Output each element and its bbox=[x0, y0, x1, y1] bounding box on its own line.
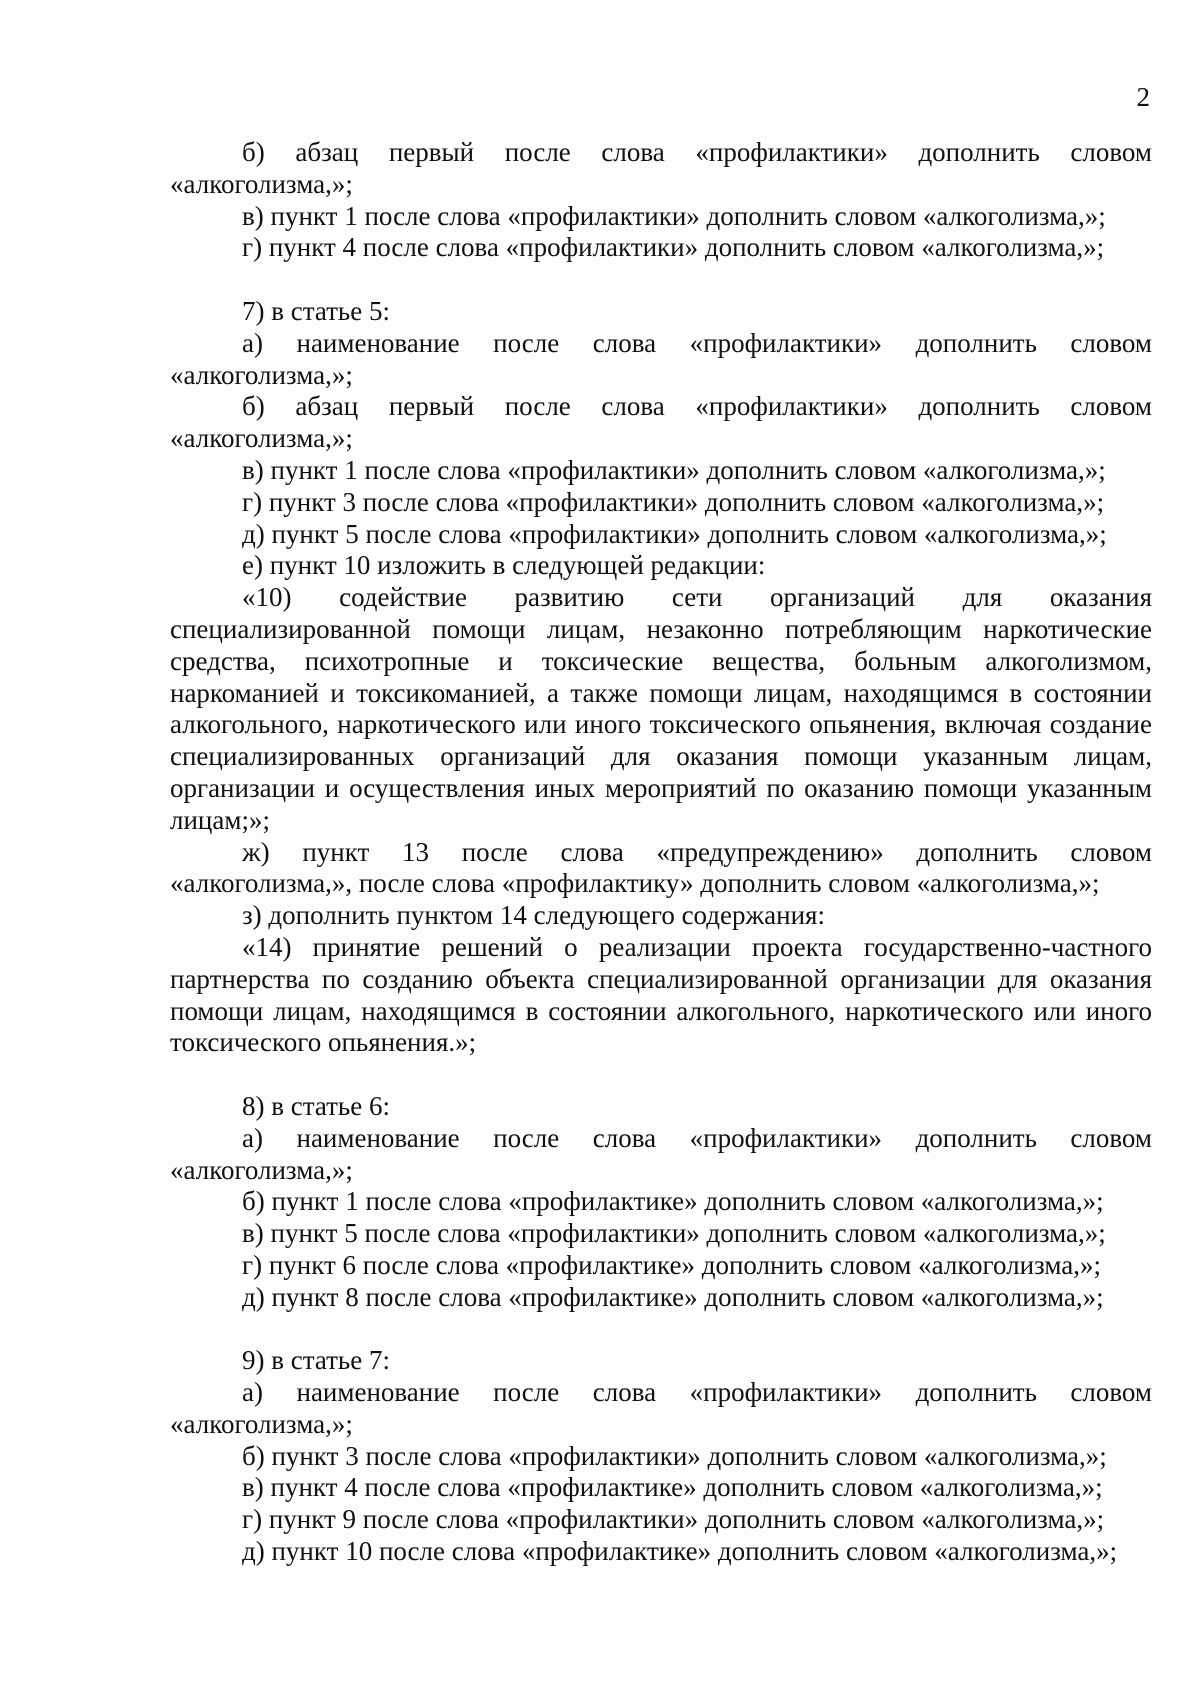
paragraph: б) абзац первый после слова «профилактики» дополнить словом «алкоголизма,»; bbox=[170, 137, 1152, 199]
paragraph: г) пункт 6 после слова «профилактике» дополнить словом «алкоголизма,»; bbox=[242, 1249, 1101, 1280]
quoted-paragraph: «10) содействие развитию сети организаций для оказания специализированной помощи лицам, незаконно потребляющим наркотические средства, психотропные и токсические вещества, больным алкоголизмом, наркоманией и токсикоманией, а также помощи лицам, находящимся в состоянии алкогольного, наркотического или иного токсического опьянения, включая создание специализированных организаций для оказания помощи указанным лицам, организации и осуществления иных мероприятий по оказанию помощи указанным лицам;»; bbox=[170, 582, 1152, 835]
section-article-6 bbox=[170, 1091, 1152, 1314]
paragraph: б) пункт 1 после слова «профилактике» дополнить словом «алкоголизма,»; bbox=[242, 1186, 1104, 1217]
paragraph: з) дополнить пунктом 14 следующего содержания: bbox=[242, 900, 825, 931]
paragraph-gap bbox=[170, 1313, 1152, 1345]
section-heading: 9) в статье 7: bbox=[242, 1345, 390, 1376]
section-article-7 bbox=[170, 1345, 1152, 1568]
paragraph: б) пункт 3 после слова «профилактики» дополнить словом «алкоголизма,»; bbox=[242, 1440, 1107, 1471]
document-body bbox=[170, 137, 1152, 1568]
paragraph: г) пункт 3 после слова «профилактики» дополнить словом «алкоголизма,»; bbox=[242, 486, 1105, 517]
paragraph: а) наименование после слова «профилактики» дополнить словом «алкоголизма,»; bbox=[170, 1122, 1152, 1185]
paragraph-gap bbox=[170, 264, 1152, 296]
paragraph: г) пункт 4 после слова «профилактики» дополнить словом «алкоголизма,»; bbox=[242, 232, 1105, 263]
section-heading: 7) в статье 5: bbox=[242, 295, 390, 326]
section-article-4-continuation bbox=[170, 137, 1152, 264]
paragraph: в) пункт 4 после слова «профилактике» дополнить словом «алкоголизма,»; bbox=[242, 1472, 1103, 1503]
section-heading: 8) в статье 6: bbox=[242, 1090, 390, 1121]
paragraph: г) пункт 9 после слова «профилактики» дополнить словом «алкоголизма,»; bbox=[242, 1504, 1105, 1535]
page-number: 2 bbox=[1136, 82, 1150, 112]
paragraph: в) пункт 5 после слова «профилактики» дополнить словом «алкоголизма,»; bbox=[242, 1218, 1106, 1249]
paragraph: д) пункт 8 после слова «профилактике» дополнить словом «алкоголизма,»; bbox=[242, 1281, 1104, 1312]
paragraph: а) наименование после слова «профилактики» дополнить словом «алкоголизма,»; bbox=[170, 327, 1152, 390]
paragraph-gap bbox=[170, 1059, 1152, 1091]
paragraph: д) пункт 5 после слова «профилактики» дополнить словом «алкоголизма,»; bbox=[242, 518, 1107, 549]
paragraph: в) пункт 1 после слова «профилактики» дополнить словом «алкоголизма,»; bbox=[242, 200, 1106, 231]
paragraph: б) абзац первый после слова «профилактики» дополнить словом «алкоголизма,»; bbox=[170, 391, 1152, 454]
paragraph: е) пункт 10 изложить в следующей редакции: bbox=[242, 550, 766, 581]
paragraph: а) наименование после слова «профилактики» дополнить словом «алкоголизма,»; bbox=[170, 1377, 1152, 1439]
section-article-5 bbox=[170, 296, 1152, 1059]
quoted-paragraph: «14) принятие решений о реализации проекта государственно-частного партнерства по созданию объекта специализированной организации для оказания помощи лицам, находящимся в состоянии алкогольного, наркотического или иного токсического опьянения.»; bbox=[170, 931, 1152, 1058]
paragraph: д) пункт 10 после слова «профилактике» дополнить словом «алкоголизма,»; bbox=[242, 1536, 1118, 1567]
paragraph: в) пункт 1 после слова «профилактики» дополнить словом «алкоголизма,»; bbox=[242, 454, 1106, 485]
paragraph: ж) пункт 13 после слова «предупреждению» дополнить словом «алкоголизма,», после слова «профилактику» дополнить словом «алкоголизма,»; bbox=[170, 836, 1152, 899]
